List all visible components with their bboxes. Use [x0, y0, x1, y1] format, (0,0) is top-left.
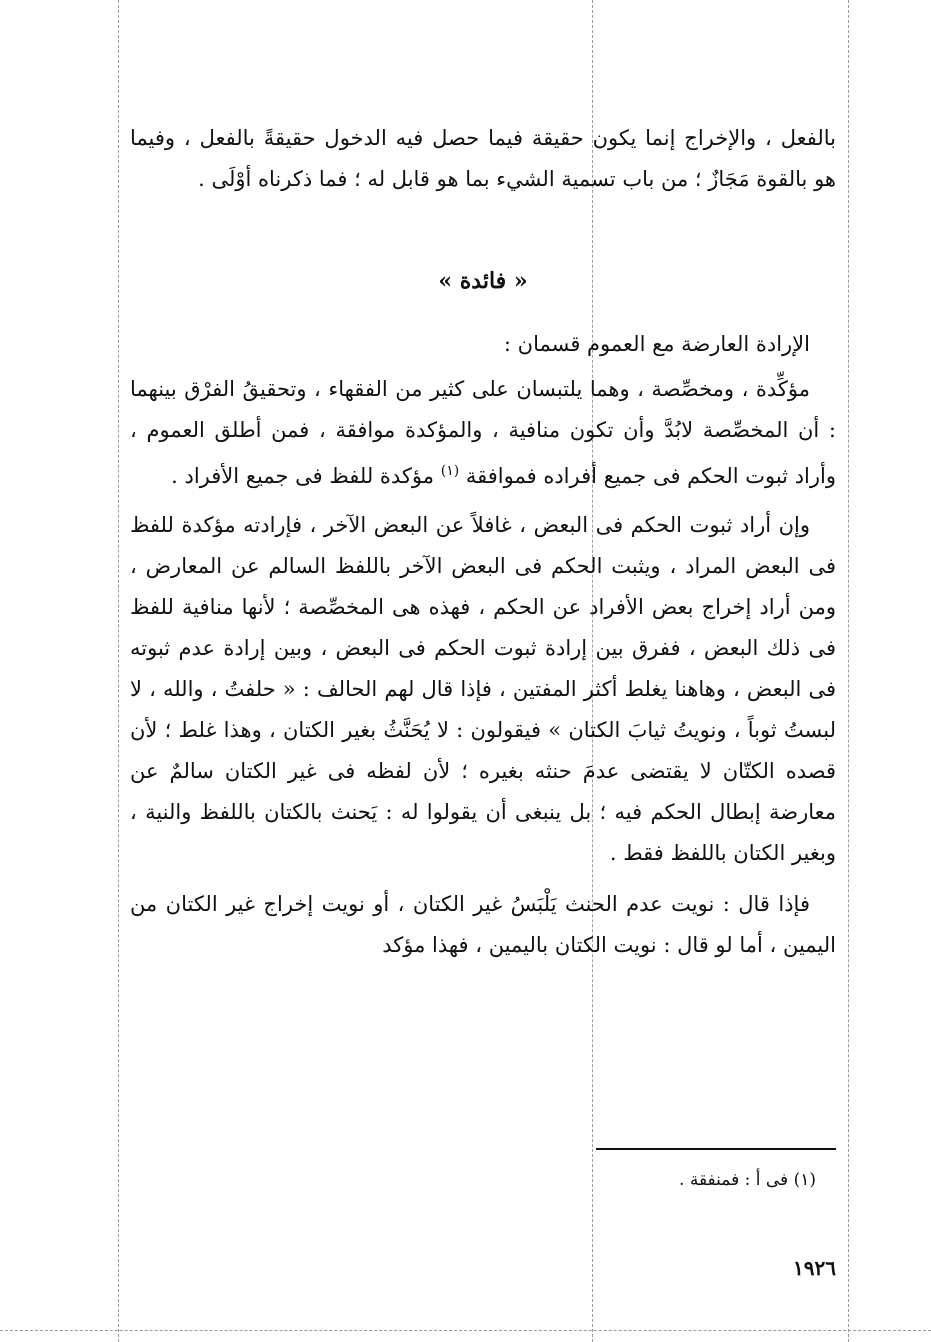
text-block-main	[130, 324, 836, 966]
section-heading: « فائدة »	[438, 268, 528, 294]
crop-guide-bottom	[0, 1330, 931, 1331]
crop-guide-right	[848, 0, 849, 1342]
footnote: (١) فى أ : فمنفقة .	[679, 1170, 816, 1190]
paragraph-4: وإن أراد ثبوت الحكم فى البعض ، غافلاً عن البعض الآخر ، فإرادته مؤكدة للفظ فى البعض المراد ، ويثبت الحكم فى البعض الآخر باللفظ السالم عن المعارض ، ومن أراد إخراج بعض الأفراد عن الحكم ، فهذه هى المخصِّصة ؛ لأنها منافية للفظ فى ذلك البعض ، ففرق بين إرادة ثبوت الحكم فى البعض ، وبين إرادة عدم ثبوته فى البعض ، وهاهنا يغلط أكثر المفتين ، فإذا قال لهم الحالف : « حلفتُ ، والله ، لا لبستُ ثوباً ، ونويتُ ثيابَ الكتان » فيقولون : لا يُحَنَّثُ بغير الكتان ، وهذا غلط ؛ لأن قصده الكتّان لا يقتضى عدمَ حنثه بغيره ؛ لأن لفظه فى غير الكتان سالمٌ عن معارضة إبطال الحكم فيه ؛ بل ينبغى أن يقولوا له : يَحنث بالكتان باللفظ والنية ، وبغير الكتان باللفظ فقط .	[130, 513, 836, 865]
paragraph-2: الإرادة العارضة مع العموم قسمان :	[503, 332, 810, 356]
paragraph-3-part-b: مؤكدة للفظ فى جميع الأفراد .	[171, 464, 435, 488]
page-number: ١٩٢٦	[793, 1256, 836, 1280]
crop-guide-left	[118, 0, 119, 1342]
text-block-top	[130, 118, 836, 200]
paragraph-3-part-a: مؤكِّدة ، ومخصِّصة ، وهما يلتبسان على كثير من الفقهاء ، وتحقيقُ الفرْق بينهما : أن المخصِّصة لابُدَّ وأن تكون منافية ، والمؤكدة موافقة ، فمن أطلق العموم ، وأراد ثبوت الحكم فى جميع أفراده فموافقة	[130, 377, 836, 488]
paragraph-1: بالفعل ، والإخراج إنما يكون حقيقة فيما حصل فيه الدخول حقيقةً بالفعل ، وفيما هو بالقوة مَجَازٌ ؛ من باب تسمية الشيء بما هو قابل له ؛ فما ذكرناه أوْلَى .	[130, 126, 836, 191]
paragraph-5: فإذا قال : نويت عدم الحنث يَلْبَسُ غير الكتان ، أو نويت إخراج غير الكتان من اليمين ، أما لو قال : نويت الكتان باليمين ، فهذا مؤكد	[130, 892, 836, 957]
footnote-divider	[596, 1148, 836, 1150]
paragraph-3	[130, 369, 836, 497]
footnote-reference: (١)	[440, 463, 460, 479]
